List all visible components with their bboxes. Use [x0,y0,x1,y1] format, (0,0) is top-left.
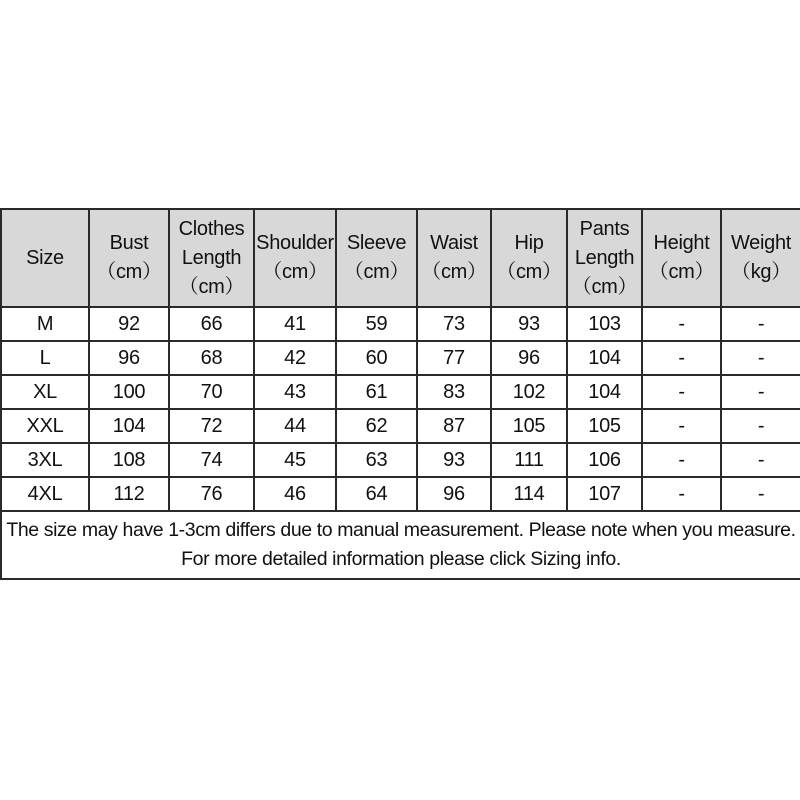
measurement-cell: - [642,307,721,341]
measurement-cell: 60 [336,341,417,375]
measurement-cell: 96 [417,477,491,511]
measurement-cell: - [721,443,800,477]
note-line-2: For more detailed information please click Sizing info. [181,548,621,570]
measurement-cell: 59 [336,307,417,341]
header-unit: （cm） [571,275,638,298]
measurement-cell: 66 [169,307,254,341]
measurement-cell: 104 [567,341,642,375]
header-unit: （cm） [178,275,245,298]
measurement-cell: 73 [417,307,491,341]
table-body [1,307,800,511]
measurement-cell: - [721,341,800,375]
measurement-cell: - [642,477,721,511]
table-row [1,375,800,409]
size-label-cell: L [1,341,89,375]
column-header-sleeve [336,209,417,307]
measurement-cell: 108 [89,443,169,477]
header-title: Clothes Length [178,217,245,269]
measurement-cell: 70 [169,375,254,409]
measurement-cell: 41 [254,307,336,341]
measurement-cell: 106 [567,443,642,477]
measurement-cell: 96 [89,341,169,375]
header-unit: （kg） [731,261,791,283]
measurement-cell: 42 [254,341,336,375]
table-row [1,409,800,443]
header-unit: （cm） [421,261,487,283]
measurement-cell: 93 [491,307,567,341]
table-row [1,307,800,341]
table-row [1,341,800,375]
header-unit: （cm） [496,261,562,283]
header-row [1,209,800,307]
table-row [1,477,800,511]
size-label-cell: 3XL [1,443,89,477]
note-row [1,511,800,579]
measurement-cell: - [721,409,800,443]
column-header-pants-length [567,209,642,307]
measurement-cell: 105 [567,409,642,443]
measurement-cell: 43 [254,375,336,409]
measurement-cell: 105 [491,409,567,443]
column-header-height [642,209,721,307]
size-label-cell: 4XL [1,477,89,511]
measurement-note [1,511,800,579]
column-header-bust [89,209,169,307]
size-label-cell: M [1,307,89,341]
column-header-waist [417,209,491,307]
header-title: Pants Length [574,217,635,269]
measurement-cell: 100 [89,375,169,409]
header-title: Shoulder [256,232,334,254]
header-unit: （cm） [96,261,162,283]
measurement-cell: 114 [491,477,567,511]
header-title: Sleeve [346,232,407,254]
measurement-cell: 103 [567,307,642,341]
table-row [1,443,800,477]
measurement-cell: 87 [417,409,491,443]
column-header-shoulder [254,209,336,307]
measurement-cell: 83 [417,375,491,409]
note-line-1: The size may have 1-3cm differs due to manual measurement. Please note when you measure. [6,519,796,541]
header-title: Bust [109,232,149,254]
measurement-cell: - [721,477,800,511]
measurement-cell: 104 [89,409,169,443]
column-header-clothes-length [169,209,254,307]
header-title: Waist [430,232,478,254]
measurement-cell: 61 [336,375,417,409]
measurement-cell: 102 [491,375,567,409]
measurement-cell: 77 [417,341,491,375]
measurement-cell: 107 [567,477,642,511]
measurement-cell: 92 [89,307,169,341]
measurement-cell: 76 [169,477,254,511]
measurement-cell: 104 [567,375,642,409]
header-title: Height [653,232,710,254]
measurement-cell: 74 [169,443,254,477]
size-chart-table [0,208,800,580]
measurement-cell: 63 [336,443,417,477]
measurement-cell: - [642,409,721,443]
measurement-cell: 46 [254,477,336,511]
measurement-cell: 112 [89,477,169,511]
measurement-cell: - [721,375,800,409]
measurement-cell: 72 [169,409,254,443]
size-label-cell: XL [1,375,89,409]
measurement-cell: - [642,375,721,409]
measurement-cell: 62 [336,409,417,443]
measurement-cell: 93 [417,443,491,477]
column-header-size [1,209,89,307]
header-unit: （cm） [648,261,715,283]
measurement-cell: 64 [336,477,417,511]
measurement-cell: 96 [491,341,567,375]
header-unit: （cm） [343,261,410,283]
measurement-cell: 111 [491,443,567,477]
measurement-cell: 68 [169,341,254,375]
measurement-cell: - [642,443,721,477]
measurement-cell: 45 [254,443,336,477]
column-header-hip [491,209,567,307]
header-title: Size [26,246,64,269]
measurement-cell: - [721,307,800,341]
header-unit: （cm） [262,261,328,283]
size-label-cell: XXL [1,409,89,443]
measurement-cell: 44 [254,409,336,443]
header-title: Weight [730,232,792,254]
measurement-cell: - [642,341,721,375]
header-title: Hip [514,232,544,254]
column-header-weight [721,209,800,307]
